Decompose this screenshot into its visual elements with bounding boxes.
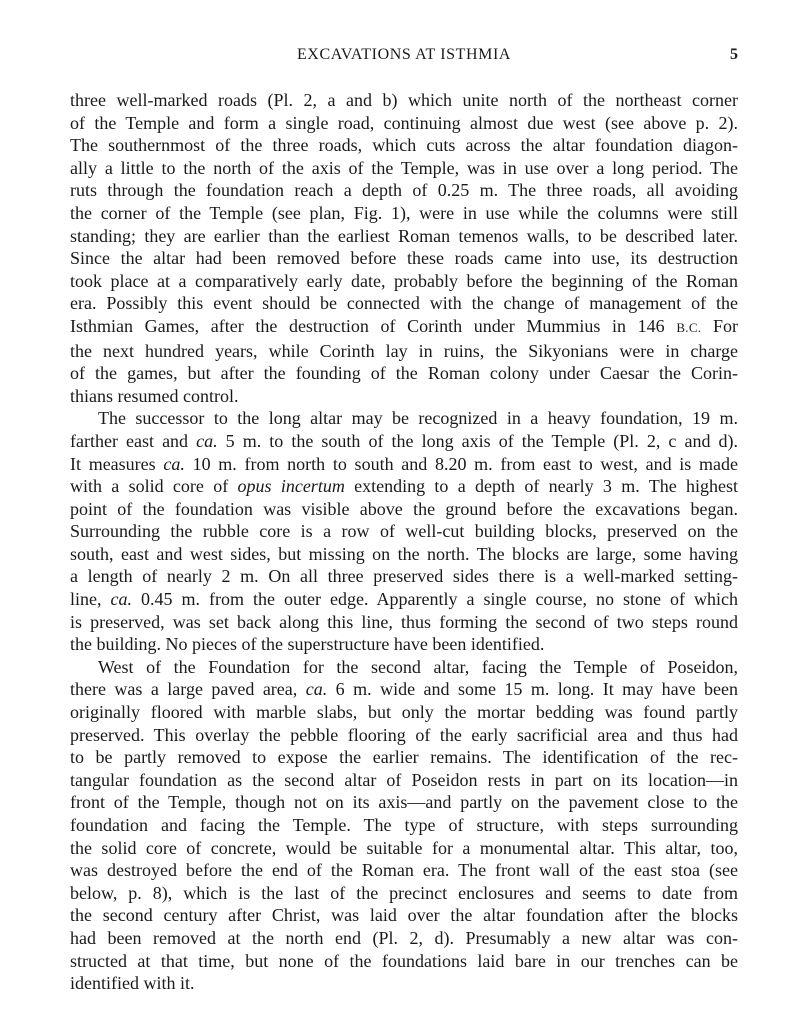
text-run: three well-marked roads (Pl. 2, a and b) which unite north of the northeast corner: [70, 90, 738, 110]
text-run: of the Temple and form a single road, continuing almost due west (see above p. 2).: [70, 112, 738, 133]
text-line: [70, 724, 738, 747]
text-line: [70, 430, 738, 453]
text-run: It measures: [70, 453, 164, 474]
text-line: [70, 950, 738, 973]
text-run: 5 m. to the south of the long axis of the Temple (Pl. 2, c and d).: [217, 430, 738, 451]
text-line: [70, 611, 738, 634]
text-run: ally a little to the north of the axis of the Temple, was in use over a long period. The: [70, 157, 738, 178]
text-line: [70, 407, 738, 430]
text-run: line,: [70, 589, 111, 610]
text-line: [70, 453, 738, 476]
text-line: [70, 89, 738, 112]
text-run: ruts through the foundation reach a depth of 0.25 m. The three roads, all avoiding: [70, 180, 738, 201]
text-line: [70, 225, 738, 248]
text-line: [70, 904, 738, 927]
text-line: [70, 791, 738, 814]
running-head: [70, 46, 738, 70]
text-run: preserved. This overlay the pebble flooring of the early sacrificial area and thus had: [70, 724, 738, 745]
text-run: Surrounding the rubble core is a row of well-cut building blocks, preserved on the: [70, 521, 738, 542]
text-run: The successor to the long altar may be recognized in a heavy foundation, 19 m.: [98, 408, 738, 429]
text-line: [70, 588, 738, 611]
text-run: Since the altar had been removed before these roads came into use, its destruction: [70, 248, 738, 269]
text-run: the second century after Christ, was laid over the altar foundation after the blocks: [70, 905, 738, 926]
text-run: south, east and west sides, but missing on the north. The blocks are large, some having: [70, 543, 738, 564]
text-line: [70, 385, 738, 408]
text-line: [70, 701, 738, 724]
text-run: farther east and: [70, 430, 197, 451]
text-run: extending to a depth of nearly 3 m. The highest: [344, 476, 738, 497]
italic-term: opus incertum: [237, 476, 345, 497]
text-run: Isthmian Games, after the destruction of Corinth under Mummius in 146: [70, 315, 677, 336]
text-run: The southernmost of the three roads, which cuts across the altar foundation diagon-: [70, 135, 738, 156]
text-line: [70, 565, 738, 588]
text-run: with a solid core of: [70, 476, 238, 497]
text-line: [70, 814, 738, 837]
text-line: [70, 882, 738, 905]
text-run: West of the Foundation for the second altar, facing the Temple of Poseidon,: [98, 656, 738, 677]
text-line: [70, 972, 738, 995]
text-line: [70, 837, 738, 860]
text-run: the building. No pieces of the superstructure have been identified.: [70, 634, 545, 655]
small-caps-term: B.C.: [676, 319, 702, 335]
text-run: the solid core of concrete, would be suitable for a monumental altar. This altar, too,: [70, 837, 738, 858]
paragraph: [70, 89, 738, 407]
text-run: 10 m. from north to south and 8.20 m. from east to west, and is made: [184, 453, 738, 474]
text-line: [70, 270, 738, 293]
text-run: front of the Temple, though not on its axis—and partly on the pavement close to the: [70, 792, 738, 813]
text-line: [70, 656, 738, 679]
italic-term: ca.: [110, 589, 132, 610]
text-line: [70, 498, 738, 521]
text-line: [70, 927, 738, 950]
text-run: the corner of the Temple (see plan, Fig. 1), were in use while the columns were still: [70, 202, 738, 223]
text-line: [70, 134, 738, 157]
text-run: took place at a comparatively early date, probably before the beginning of the Roman: [70, 270, 738, 291]
italic-term: ca.: [305, 679, 328, 700]
text-line: [70, 112, 738, 135]
text-run: a length of nearly 2 m. On all three preserved sides there is a well-marked setting-: [70, 566, 738, 587]
text-run: had been removed at the north end (Pl. 2, d). Presumably a new altar was con-: [70, 927, 738, 948]
text-line: [70, 859, 738, 882]
text-run: tangular foundation as the second altar of Poseidon rests in part on its location—in: [70, 769, 738, 790]
text-line: [70, 157, 738, 180]
text-run: originally floored with marble slabs, but only the mortar bedding was found partly: [70, 702, 738, 723]
text-run: identified with it.: [70, 973, 195, 994]
text-run: of the games, but after the founding of the Roman colony under Caesar the Corin-: [70, 363, 738, 384]
text-run: the next hundred years, while Corinth lay in ruins, the Sikyonians were in charge: [70, 340, 738, 361]
page-number: 5: [730, 46, 738, 63]
text-run: standing; they are earlier than the earliest Roman temenos walls, to be described later.: [70, 225, 738, 246]
text-line: [70, 543, 738, 566]
text-run: foundation and facing the Temple. The type of structure, with steps surrounding: [70, 815, 738, 835]
text-line: [70, 746, 738, 769]
text-line: [70, 292, 738, 315]
text-run: thians resumed control.: [70, 385, 239, 406]
text-line: [70, 247, 738, 270]
paragraph: [70, 407, 738, 656]
text-run: structed at that time, but none of the foundations laid bare in our trenches can be: [70, 950, 738, 971]
text-run: is preserved, was set back along this line, thus forming the second of two steps round: [70, 611, 738, 632]
text-line: [70, 769, 738, 792]
text-run: point of the foundation was visible above the ground before the excavations began.: [70, 498, 738, 519]
paragraph: [70, 656, 738, 995]
text-line: [70, 678, 738, 701]
text-line: [70, 340, 738, 363]
text-line: [70, 179, 738, 202]
text-run: For: [701, 315, 738, 336]
text-line: [70, 520, 738, 543]
text-run: to be partly removed to expose the earlier remains. The identification of the rec-: [70, 747, 738, 768]
body-text: [70, 89, 738, 995]
text-run: 0.45 m. from the outer edge. Apparently a single course, no stone of which: [132, 589, 738, 610]
text-line: [70, 362, 738, 385]
text-line: [70, 633, 738, 656]
running-title: EXCAVATIONS AT ISTHMIA: [296, 46, 512, 63]
text-run: below, p. 8), which is the last of the precinct enclosures and seems to date from: [70, 882, 738, 903]
text-run: was destroyed before the end of the Roman era. The front wall of the east stoa (see: [70, 860, 738, 881]
text-run: there was a large paved area,: [70, 679, 306, 700]
text-run: era. Possibly this event should be connected with the change of management of the: [70, 293, 738, 314]
text-run: 6 m. wide and some 15 m. long. It may have been: [327, 679, 738, 700]
text-line: [70, 475, 738, 498]
italic-term: ca.: [163, 453, 185, 474]
text-line: [70, 315, 738, 340]
text-line: [70, 202, 738, 225]
italic-term: ca.: [196, 430, 218, 451]
